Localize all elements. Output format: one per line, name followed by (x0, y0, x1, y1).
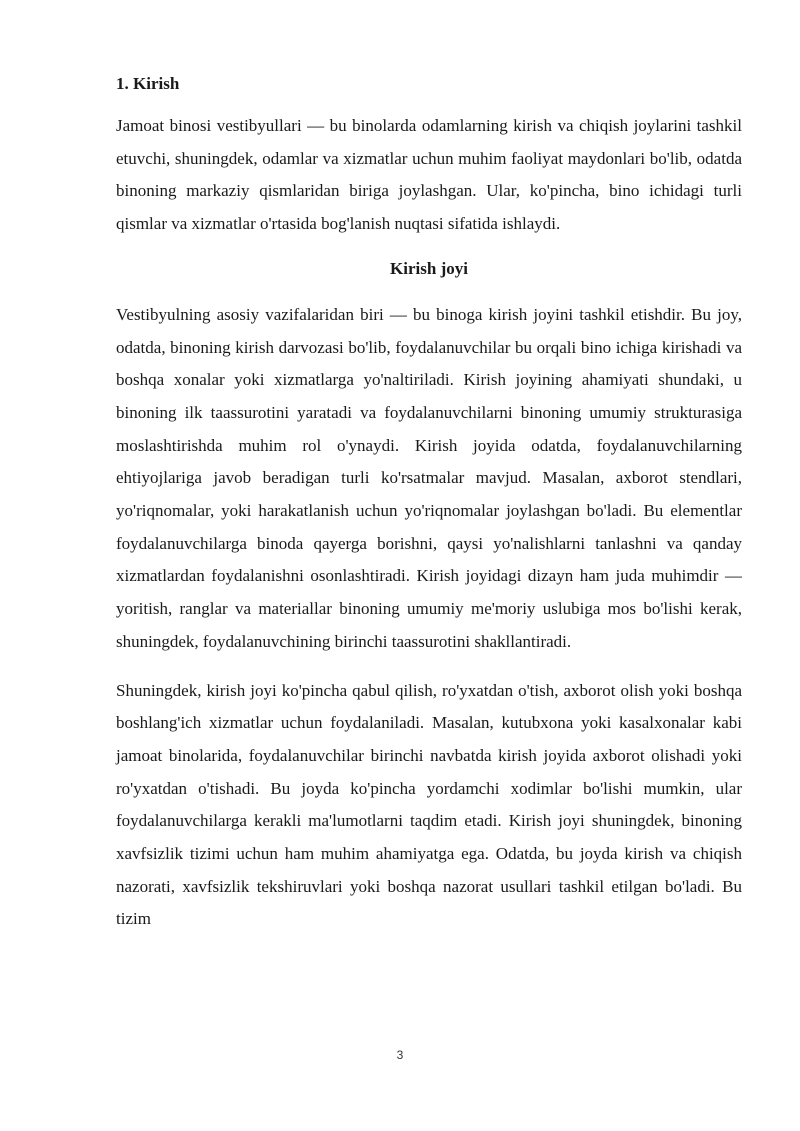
intro-paragraph: Jamoat binosi vestibyullari — bu binolarda odamlarning kirish va chiqish joylarini tashkil etuvchi, shuningdek, odamlar va xizmatlar uchun muhim faoliyat maydonlari bo'lib, odatda binoning markaziy qismlaridan biriga joylashgan. Ular, ko'pincha, bino ichidagi turli qismlar va xizmatlar o'rtasida bog'lanish nuqtasi sifatida ishlaydi. (116, 116, 742, 234)
section-title: 1. Kirish (116, 74, 180, 93)
body-paragraph-1: Vestibyulning asosiy vazifalaridan biri — bu binoga kirish joyini tashkil etishdir. Bu joy, odatda, binoning kirish darvozasi bo'lib, foydalanuvchilar bu orqali bino ichiga kirishadi va boshqa xonalar yoki xizmatlarga yo'naltiriladi. Kirish joyining ahamiyati shundaki, u binoning ilk taassurotini yaratadi va foydalanuvchilarni binoning umumiy strukturasiga moslashtirishda muhim rol o'ynaydi. Kirish joyida odatda, foydalanuvchilarning ehtiyojlariga javob beradigan turli ko'rsatmalar mavjud. Masalan, axborot stendlari, yo'riqnomalar, yoki harakatlanish uchun yo'riqnomalar joylashgan bo'ladi. Bu elementlar foydalanuvchilarga binoda qayerga borishni, qaysi yo'nalishlarni tanlashni va qanday xizmatlardan foydalanishni osonlashtiradi. Kirish joyidagi dizayn ham juda muhimdir — yoritish, ranglar va materiallar binoning umumiy me'moriy uslubiga mos bo'lishi kerak, shuningdek, foydalanuvchining birinchi taassurotini shakllantiradi. (116, 304, 742, 651)
page-content (116, 72, 742, 952)
body-paragraph-2: Shuningdek, kirish joyi ko'pincha qabul qilish, ro'yxatdan o'tish, axborot olish yoki boshqa boshlang'ich xizmatlar uchun foydalaniladi. Masalan, kutubxona yoki kasalxonalar kabi jamoat binolarida, foydalanuvchilar birinchi navbatda kirish joyida axborot olishadi yoki ro'yxatdan o'tishadi. Bu joyda ko'pincha yordamchi xodimlar bo'lishi mumkin, ular foydalanuvchilarga kerakli ma'lumotlarni taqdim etadi. Kirish joyi shuningdek, binoning xavfsizlik tizimi uchun ham muhim ahamiyatga ega. Odatda, bu joyda kirish va chiqish nazorati, xavfsizlik tekshiruvlari yoki boshqa nazorat usullari tashkil etilgan bo'ladi. Bu tizim (116, 680, 742, 929)
page-number: 3 (396, 1048, 404, 1062)
subsection-title: Kirish joyi (390, 258, 468, 278)
